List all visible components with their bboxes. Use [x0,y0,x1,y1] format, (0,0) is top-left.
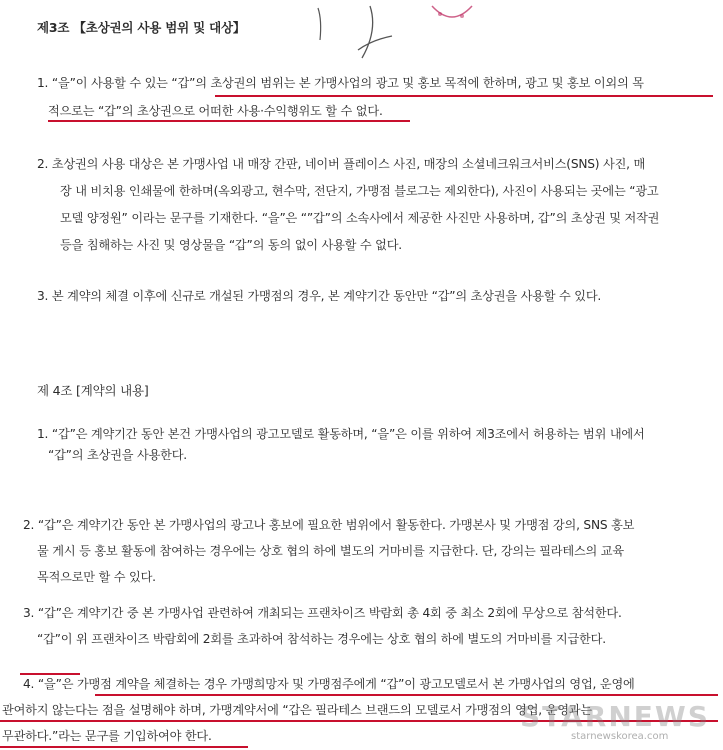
article4-line: 물 게시 등 홍보 활동에 참여하는 경우에는 상호 협의 하에 별도의 거마비를 지급한다. 단, 강의는 필라테스의 교육 [37,544,624,558]
article4-line: 4. “을”은 가맹점 계약을 체결하는 경우 가맹희망자 및 가맹점주에게 “갑”이 광고모델로서 본 가맹사업의 영업, 운영에 [23,677,635,691]
article3-line: 3. 본 계약의 체결 이후에 신규로 개설된 가맹점의 경우, 본 계약기간 동안만 “갑”의 초상권을 사용할 수 있다. [37,289,602,303]
highlight-underline [48,120,410,122]
watermark-brand: STARNEWS [520,700,710,733]
article3-line: 1. “을”이 사용할 수 있는 “갑”의 초상권의 범위는 본 가맹사업의 광고 및 홍보 목적에 한하며, 광고 및 홍보 이외의 목 [37,76,644,90]
article4-line: 1. “갑”은 계약기간 동안 본건 가맹사업의 광고모델로 활동하며, “을”은 이를 위하여 제3조에서 허용하는 범위 내에서 [37,427,645,441]
article4-line: 목적으로만 할 수 있다. [37,570,156,584]
article3-line: 등을 침해하는 사진 및 영상물을 “갑”의 동의 없이 사용할 수 없다. [60,238,402,252]
article4-line: 2. “갑”은 계약기간 동안 본 가맹사업의 광고나 홍보에 필요한 범위에서 활동한다. 가맹본사 및 가맹점 강의, SNS 홍보 [23,518,635,532]
article4-line: 무관하다.”라는 문구를 기입하여야 한다. [2,729,212,743]
article4-line: “갑”이 위 프랜차이즈 박람회에 2회를 초과하여 참석하는 경우에는 상호 협의 하에 별도의 거마비를 지급한다. [37,632,606,646]
highlight-underline [20,673,80,675]
article3-line: 장 내 비치용 인쇄물에 한하며(옥외광고, 현수막, 전단지, 가맹점 블로그는 제외한다), 사진이 사용되는 곳에는 “광고 [60,184,659,198]
article4-line: “갑”의 초상권을 사용한다. [48,448,187,462]
article4-heading: 제 4조 [계약의 내용] [37,383,149,398]
watermark-url: starnewskorea.com [571,731,669,742]
article3-line: 2. 초상권의 사용 대상은 본 가맹사업 내 매장 간판, 네이버 플레이스 사진, 매장의 소셜네크워크서비스(SNS) 사진, 매 [37,157,646,171]
article4-line: 3. “갑”은 계약기간 중 본 가맹사업 관련하여 개최되는 프랜차이즈 박람회 총 4회 중 최소 2회에 무상으로 참석한다. [23,606,622,620]
article3-line: 적으로는 “갑”의 초상권으로 어떠한 사용·수익행위도 할 수 없다. [48,104,383,118]
article3-heading: 제3조 【초상권의 사용 범위 및 대상】 [37,20,246,35]
article3-line: 모델 양정원” 이라는 문구를 기재한다. “을”은 “”갑”의 소속사에서 제공한 사진만 사용하며, 갑”의 초상권 및 저작권 [60,211,660,225]
article4-line: 관여하지 않는다는 점을 설명해야 하며, 가맹계약서에 “갑은 필라테스 브랜드의 모델로서 가맹점의 영업, 운영과는 [2,703,592,717]
highlight-underline [0,746,248,748]
highlight-underline [215,95,713,97]
highlight-underline [95,694,718,696]
